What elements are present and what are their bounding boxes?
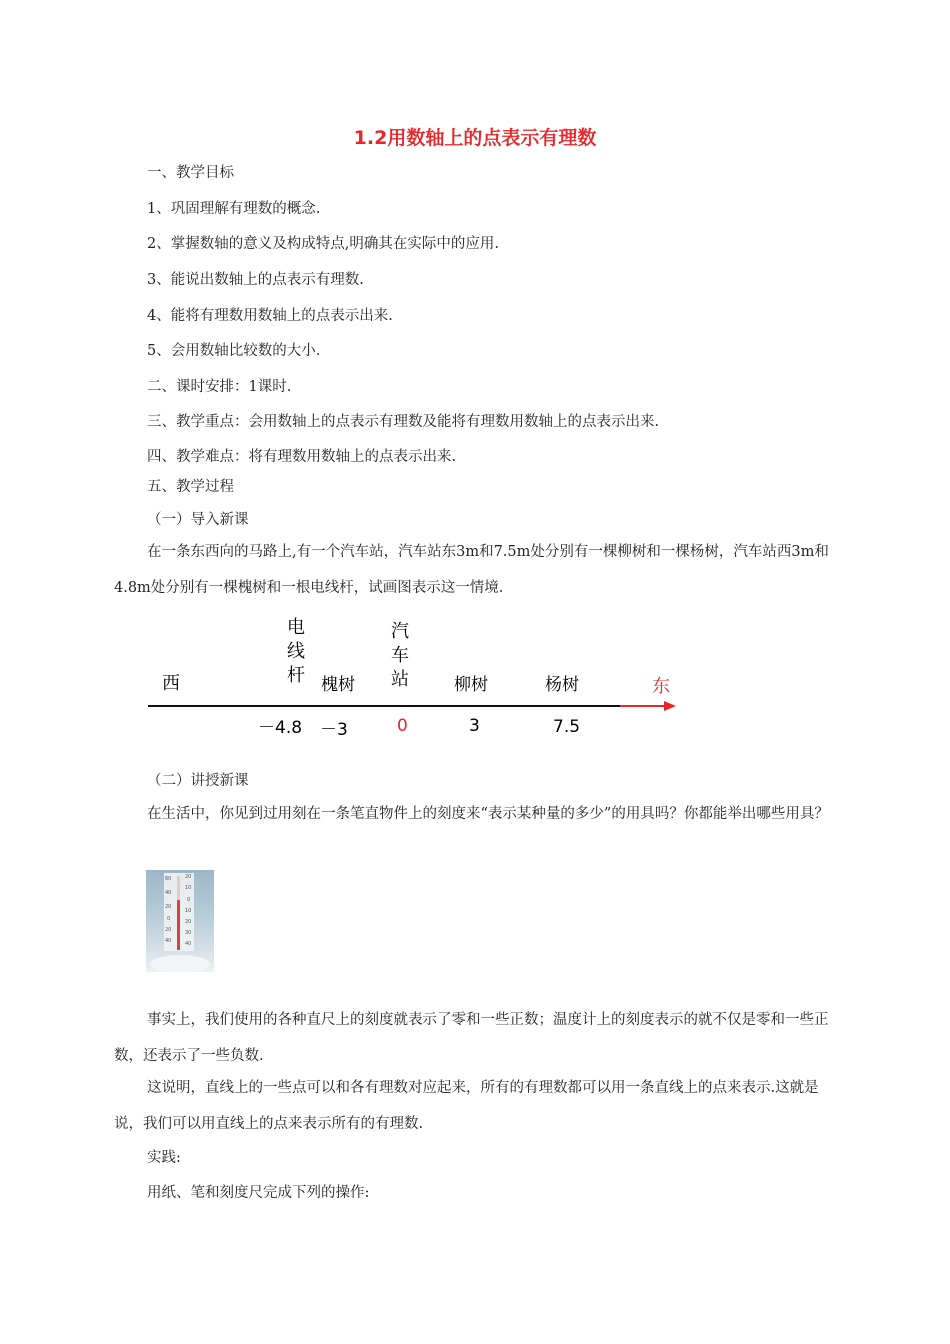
- process-heading: 五、教学过程: [147, 479, 234, 495]
- page-title: 1.2用数轴上的点表示有理数: [353, 127, 597, 149]
- goal-item-4: 4、能将有理数用数轴上的点表示出来.: [147, 308, 393, 324]
- value-neg-4-8: －4.8: [258, 718, 303, 738]
- difficulty-line: 四、教学难点：将有理数用数轴上的点表示出来.: [147, 449, 457, 465]
- left-scale-2: 40: [165, 890, 172, 896]
- key-point-line: 三、教学重点：会用数轴上的点表示有理数及能将有理数用数轴上的点表示出来.: [147, 414, 660, 430]
- right-scale-1: 20: [185, 874, 192, 880]
- right-scale-3: 0: [187, 897, 191, 903]
- pole-label-1: 电: [287, 617, 305, 638]
- goal-item-5: 5、会用数轴比较数的大小.: [147, 343, 321, 359]
- axis-arrowhead-icon: [664, 701, 676, 711]
- right-scale-5: 20: [185, 919, 192, 925]
- west-label: 西: [162, 673, 180, 694]
- goals-heading: 一、教学目标: [147, 165, 234, 181]
- thermometer-photo-icon: [146, 870, 214, 972]
- intro-paragraph: 在一条东西向的马路上,有一个汽车站，汽车站东3m和7.5m处分别有一棵柳树和一棵杨树，汽车站西3m和4.8m处分别有一棵槐树和一根电线杆，试画图表示这一情境.: [114, 544, 829, 596]
- goal-item-3: 3、能说出数轴上的点表示有理数.: [147, 272, 364, 288]
- goal-item-1: 1、巩固理解有理数的概念.: [147, 201, 321, 217]
- fact-paragraph: 事实上，我们使用的各种直尺上的刻度就表示了零和一些正数；温度计上的刻度表示的就不仅是零和一些正数，还表示了一些负数.: [114, 1012, 829, 1064]
- value-zero: 0: [397, 716, 408, 736]
- left-scale-6: 40: [165, 938, 172, 944]
- explain-paragraph: 这说明，直线上的一些点可以和各有理数对应起来，所有的有理数都可以用一条直线上的点来表示.这就是说，我们可以用直线上的点来表示所有的有理数.: [114, 1080, 819, 1132]
- practice-text: 用纸、笔和刻度尺完成下列的操作:: [147, 1185, 370, 1201]
- station-label-3: 站: [391, 669, 409, 690]
- left-scale-3: 20: [165, 904, 172, 910]
- station-label-1: 汽: [391, 621, 409, 642]
- lecture-paragraph: 在生活中，你见到过用刻在一条笔直物件上的刻度来“表示某种量的多少”的用具吗？你都能举出哪些用具？: [147, 806, 829, 822]
- left-scale-4: 0: [167, 916, 171, 922]
- practice-heading: 实践:: [147, 1150, 181, 1166]
- goal-item-2: 2、掌握数轴的意义及构成特点,明确其在实际中的应用.: [147, 236, 499, 252]
- left-scale-5: 20: [165, 927, 172, 933]
- east-label: 东: [652, 676, 670, 697]
- right-scale-6: 30: [185, 930, 192, 936]
- right-scale-2: 10: [185, 885, 192, 891]
- left-scale-1: 60: [165, 876, 172, 882]
- right-scale-7: 40: [185, 941, 192, 947]
- value-neg-3: －3: [320, 720, 348, 740]
- yang-tree-label: 杨树: [545, 675, 579, 695]
- schedule-line: 二、课时安排：1课时.: [147, 379, 292, 395]
- station-label-2: 车: [391, 645, 409, 666]
- liu-tree-label: 柳树: [454, 675, 488, 695]
- pole-label-2: 线: [287, 641, 305, 662]
- pole-label-3: 杆: [287, 665, 305, 686]
- number-line-figure: [0, 610, 950, 750]
- thermometer-mercury: [177, 900, 180, 950]
- huai-tree-label: 槐树: [321, 675, 355, 695]
- intro-heading: （一）导入新课: [147, 512, 249, 528]
- snow-base: [150, 955, 210, 972]
- right-scale-4: 10: [185, 908, 192, 914]
- value-7-5: 7.5: [553, 717, 581, 737]
- value-3: 3: [469, 716, 480, 736]
- lecture-heading: （二）讲授新课: [147, 773, 249, 789]
